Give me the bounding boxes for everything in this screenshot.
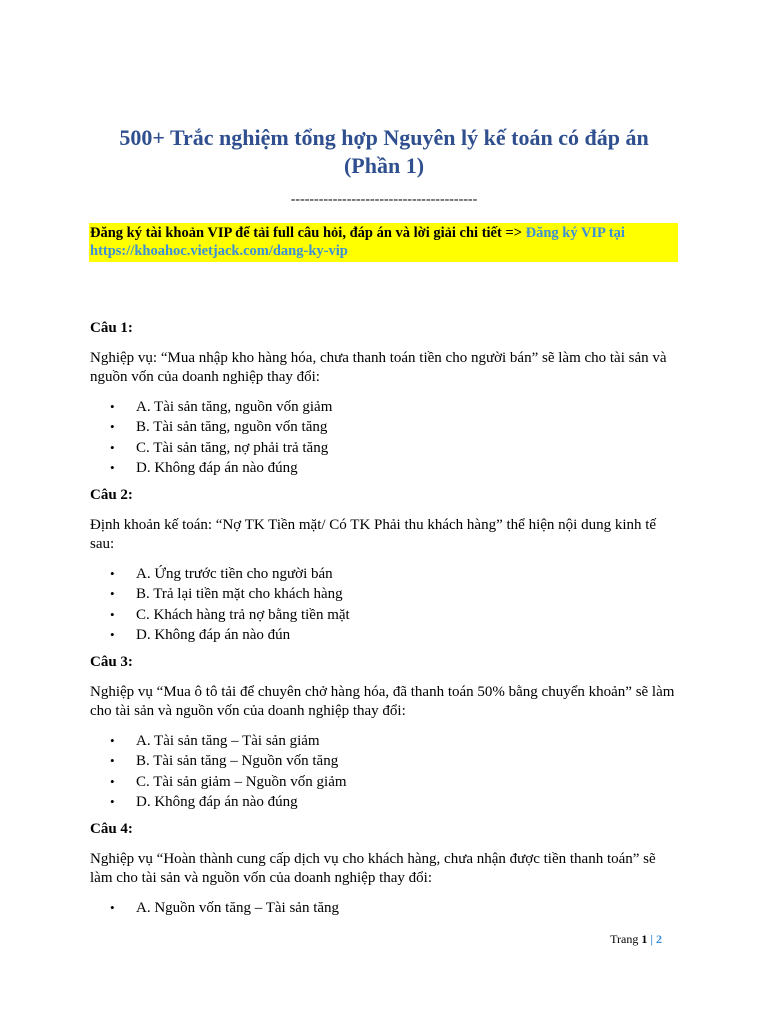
bullet-icon: • — [110, 753, 115, 769]
bullet-icon: • — [110, 773, 115, 789]
bullet-icon: • — [110, 606, 115, 622]
option-text: D. Không đáp án nào đúng — [136, 793, 298, 810]
question-1-label: Câu 1: — [90, 320, 133, 336]
question-2-options — [90, 564, 350, 645]
option-item — [90, 564, 350, 584]
question-3-label: Câu 3: — [90, 654, 133, 670]
option-text: A. Ứng trước tiền cho người bán — [136, 566, 333, 582]
bullet-icon: • — [110, 793, 115, 809]
bullet-icon: • — [110, 900, 115, 915]
option-item — [90, 417, 332, 437]
page-current: 1 — [641, 932, 648, 946]
question-4-text: Nghiệp vụ “Hoàn thành cung cấp dịch vụ cho khách hàng, chưa nhận được tiền thanh toán” sẽ làm cho tài sản và nguồn vốn của doanh nghiệp thay đổi: — [90, 851, 656, 886]
question-4-label: Câu 4: — [90, 821, 133, 837]
option-item — [90, 605, 350, 625]
option-text: A. Tài sản tăng, nguồn vốn giảm — [136, 399, 333, 415]
vip-link[interactable]: Đăng ký VIP tại https://khoahoc.vietjack.com/dang-ky-vip — [90, 225, 625, 259]
option-text: C. Khách hàng trả nợ bằng tiền mặt — [136, 606, 350, 623]
bullet-icon: • — [110, 459, 115, 475]
option-text: B. Tài sản tăng, nguồn vốn tăng — [136, 419, 328, 436]
option-text: C. Tài sản tăng, nợ phải trả tăng — [136, 439, 329, 456]
option-item — [90, 397, 332, 417]
option-text: C. Tài sản giảm – Nguồn vốn giảm — [136, 773, 347, 790]
bullet-icon: • — [110, 419, 115, 435]
vip-banner — [89, 223, 678, 262]
page-label: Trang — [610, 932, 642, 946]
option-item — [90, 731, 347, 751]
page-total: 2 — [656, 932, 662, 946]
question-2-text: Định khoản kế toán: “Nợ TK Tiền mặt/ Có TK Phải thu khách hàng” thể hiện nội dung kinh tế sau: — [90, 517, 657, 552]
question-3-text: Nghiệp vụ “Mua ô tô tải để chuyên chở hàng hóa, đã thanh toán 50% bằng chuyển khoản” sẽ làm cho tài sản và nguồn vốn của doanh nghiệp thay đổi: — [90, 684, 675, 719]
option-text: D. Không đáp án nào đúng — [136, 459, 298, 476]
option-text: A. Nguồn vốn tăng – Tài sản tăng — [136, 900, 340, 916]
title-line-1: 500+ Trắc nghiệm tổng hợp Nguyên lý kế toán có đáp án — [119, 125, 649, 150]
vip-text: Đăng ký tài khoản VIP để tải full câu hỏi, đáp án và lời giải chi tiết => — [90, 225, 526, 241]
bullet-icon: • — [110, 566, 115, 581]
question-3-options — [90, 731, 347, 812]
question-1-text: Nghiệp vụ: “Mua nhập kho hàng hóa, chưa thanh toán tiền cho người bán” sẽ làm cho tài sản và nguồn vốn của doanh nghiệp thay đổi: — [90, 350, 667, 385]
title-line-2: (Phần 1) — [343, 153, 425, 178]
question-4-options — [90, 898, 339, 918]
bullet-icon: • — [110, 586, 115, 602]
bullet-icon: • — [110, 733, 115, 748]
bullet-icon: • — [110, 626, 115, 642]
bullet-icon: • — [110, 399, 115, 414]
page-separator: | — [647, 932, 656, 946]
option-text: A. Tài sản tăng – Tài sản giảm — [136, 733, 320, 749]
bullet-icon: • — [110, 439, 115, 455]
divider-line: ---------------------------------------- — [290, 192, 478, 207]
option-text: D. Không đáp án nào đún — [136, 626, 291, 643]
option-text: B. Tài sản tăng – Nguồn vốn tăng — [136, 753, 339, 770]
option-item — [90, 438, 332, 458]
option-item — [90, 792, 347, 812]
option-item — [90, 772, 347, 792]
option-item — [90, 625, 350, 645]
option-item — [90, 584, 350, 604]
question-2-label: Câu 2: — [90, 487, 133, 503]
question-1-options — [90, 397, 332, 478]
document-title — [90, 124, 678, 180]
option-item — [90, 458, 332, 478]
page-number — [610, 932, 662, 947]
option-item — [90, 898, 339, 918]
option-item — [90, 751, 347, 771]
option-text: B. Trả lại tiền mặt cho khách hàng — [136, 586, 343, 603]
